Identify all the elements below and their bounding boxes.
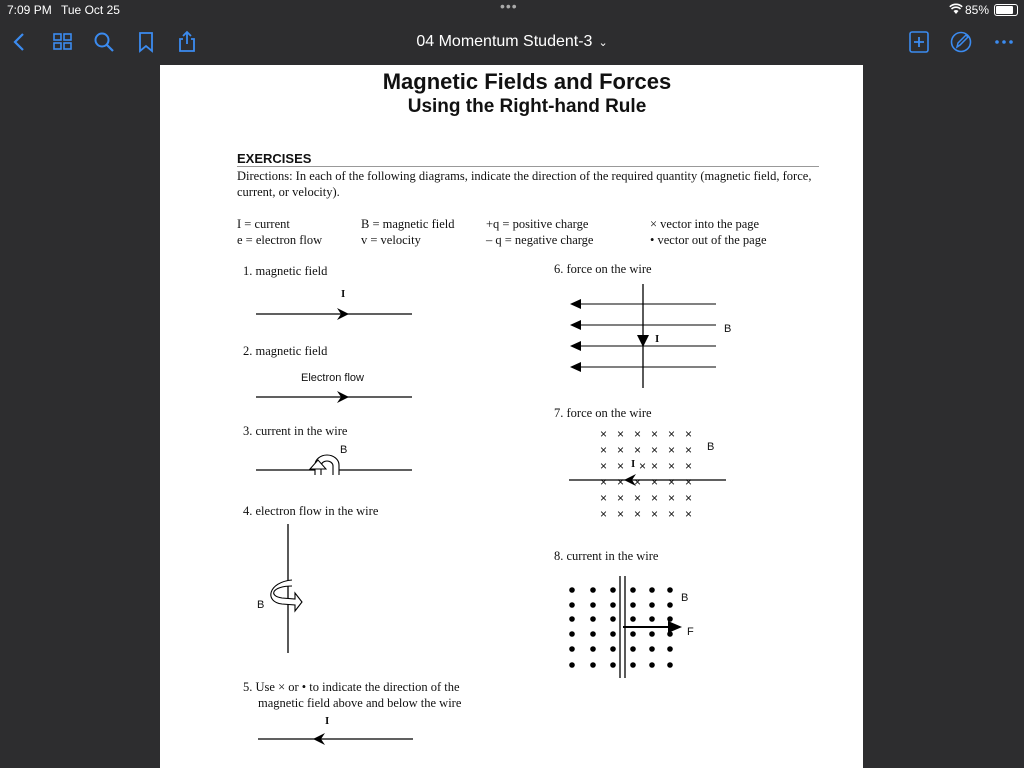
out-of-page-dot [649,662,655,668]
into-page-mark: × [685,475,693,489]
toolbar [0,20,1024,64]
into-page-mark: × [651,507,659,521]
out-of-page-dot [630,646,636,652]
into-page-mark: × [685,443,693,457]
question-4: 4. electron flow in the wire [243,504,379,518]
out-of-page-dot [569,646,575,652]
out-of-page-dot [667,646,673,652]
document-page[interactable] [160,65,863,768]
out-of-page-dot [569,602,575,608]
directions-text: Directions: In each of the following diagrams, indicate the direction of the required quantity (magnetic field, force, current, or velocity). [237,169,812,199]
into-page-mark: × [668,475,676,489]
out-of-page-dot [569,631,575,637]
into-page-mark: × [617,459,625,473]
into-page-mark: × [668,443,676,457]
label-field-7: B [707,441,715,453]
diagram-1-wire [256,308,412,320]
into-page-mark: × [634,427,642,441]
out-of-page-dot [667,587,673,593]
out-of-page-dot [610,631,616,637]
out-of-page-dot [649,587,655,593]
into-page-mark: × [651,475,659,489]
out-of-page-dot [667,616,673,622]
label-electron-flow: Electron flow [301,372,364,384]
label-field-8: B [681,592,689,604]
question-8: 8. current in the wire [554,549,659,563]
out-of-page-dot [590,646,596,652]
diagram-4-wire [271,524,302,653]
battery-percent: 85% [965,3,990,17]
out-of-page-dot [630,616,636,622]
status-date: Tue Oct 25 [61,3,120,17]
document-title-menu[interactable] [0,33,1024,51]
question-3: 3. current in the wire [243,424,348,438]
into-page-mark: × [685,459,693,473]
diagram-6-field [570,284,716,388]
out-of-page-dot [590,616,596,622]
question-1: 1. magnetic field [243,264,328,278]
label-field-4: B [257,599,265,611]
out-of-page-dot [649,646,655,652]
out-of-page-dot [630,631,636,637]
page-title: Magnetic Fields and Forces [382,69,672,94]
question-6: 6. force on the wire [554,262,652,276]
into-page-mark: × [685,491,693,505]
label-force-8: F [687,626,694,638]
out-of-page-dot [590,587,596,593]
label-field-6: B [724,323,732,335]
battery-icon [994,4,1018,16]
out-of-page-dot [590,602,596,608]
diagram-5-wire [258,733,413,745]
into-page-mark: × [685,507,693,521]
out-of-page-dot [590,662,596,668]
out-of-page-dot [667,602,673,608]
into-page-mark: × [668,491,676,505]
out-of-page-dot [610,587,616,593]
into-page-mark: × [600,507,608,521]
label-current-7: I [631,458,636,470]
out-of-page-dot [649,631,655,637]
out-of-page-dot [630,602,636,608]
into-page-mark: × [668,427,676,441]
label-current-5: I [325,715,330,727]
multitasking-dots-icon[interactable]: ••• [500,0,518,14]
out-of-page-dot [649,602,655,608]
into-page-mark: × [600,475,608,489]
into-page-mark: × [600,459,608,473]
legend-current: I = current [237,217,290,231]
question-5-line2: magnetic field above and below the wire [258,696,462,710]
out-of-page-dot [590,631,596,637]
out-of-page-dot [610,646,616,652]
section-heading: EXERCISES [237,151,312,166]
legend-into-page: × vector into the page [650,217,760,231]
question-2: 2. magnetic field [243,344,328,358]
status-time: 7:09 PM [7,3,52,17]
question-5-line1: 5. Use × or • to indicate the direction of the [243,680,460,694]
diagram-3-wire [256,455,412,475]
markup-pen-icon[interactable] [949,30,973,54]
into-page-mark: × [651,443,659,457]
legend-out-of-page: • vector out of the page [650,233,767,247]
legend-electron: e = electron flow [237,233,323,247]
into-page-mark: × [685,427,693,441]
out-of-page-dot [630,662,636,668]
diagrams [160,65,863,768]
legend-negative: – q = negative charge [486,233,594,247]
out-of-page-dot [667,662,673,668]
chevron-down-icon: ⌄ [598,37,608,49]
label-current-6: I [655,333,660,345]
out-of-page-dot [610,602,616,608]
into-page-mark: × [651,459,659,473]
page-subtitle: Using the Right-hand Rule [407,96,647,117]
into-page-mark: × [639,459,647,473]
legend-field: B = magnetic field [361,217,455,231]
into-page-mark: × [617,427,625,441]
label-current-1: I [341,288,346,300]
document-title: 04 Momentum Student-3 [416,33,593,50]
into-page-mark: × [617,507,625,521]
into-page-mark: × [617,491,625,505]
into-page-mark: × [668,459,676,473]
into-page-mark: × [617,475,625,489]
out-of-page-dot [569,662,575,668]
out-of-page-dot [649,616,655,622]
legend-positive: +q = positive charge [486,217,589,231]
out-of-page-dot [569,616,575,622]
into-page-mark: × [634,443,642,457]
more-options-icon[interactable] [992,30,1016,54]
into-page-mark: × [634,507,642,521]
into-page-mark: × [651,427,659,441]
into-page-mark: × [600,427,608,441]
label-field-3: B [340,444,348,456]
into-page-mark: × [634,475,642,489]
out-of-page-dot [569,587,575,593]
into-page-mark: × [617,443,625,457]
question-7: 7. force on the wire [554,406,652,420]
add-page-icon[interactable] [907,30,931,54]
into-page-mark: × [600,491,608,505]
into-page-mark: × [600,443,608,457]
out-of-page-dot [610,662,616,668]
into-page-mark: × [651,491,659,505]
into-page-mark: × [634,491,642,505]
status-bar [0,0,1024,20]
diagram-2-wire [256,391,412,403]
out-of-page-dot [610,616,616,622]
into-page-mark: × [668,507,676,521]
diagram-7-wire [569,474,726,486]
out-of-page-dot [630,587,636,593]
legend-velocity: v = velocity [361,233,421,247]
wifi-icon [949,3,963,18]
